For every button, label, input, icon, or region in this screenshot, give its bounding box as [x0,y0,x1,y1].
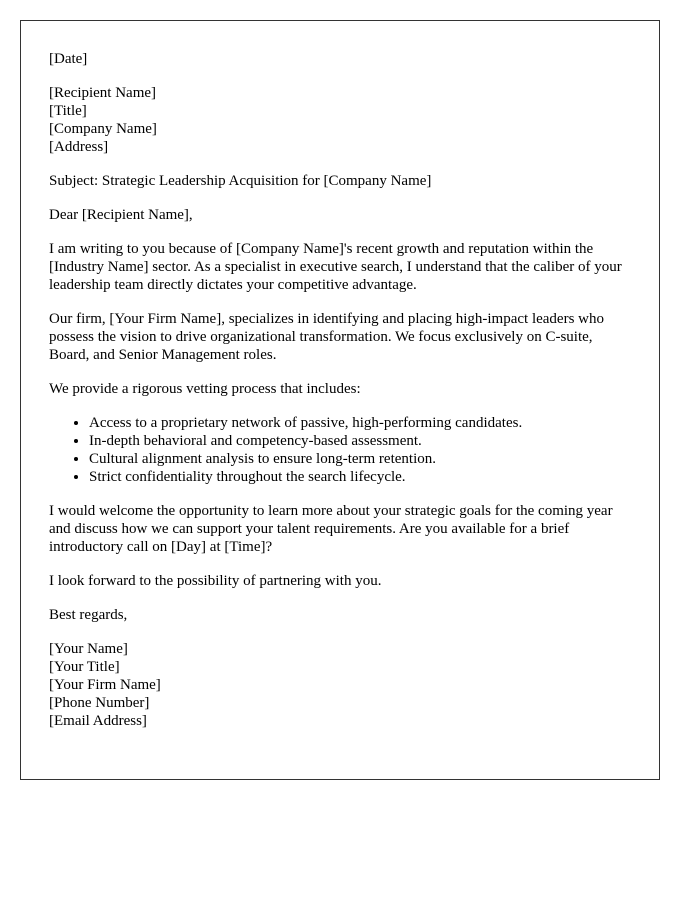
signature-name: [Your Name] [49,641,128,657]
recipient-address: [Address] [49,139,109,155]
body-paragraph-closing: I look forward to the possibility of partnering with you. [49,573,382,589]
signature-firm: [Your Firm Name] [49,677,161,693]
salutation: Dear [Recipient Name], [49,207,193,223]
list-item: • In-depth behavioral and competency-based assessment. [89,432,631,450]
list-item: • Access to a proprietary network of passive, high-performing candidates. [89,414,631,432]
body-paragraph-call: I would welcome the opportunity to learn more about your strategic goals for the coming year and discuss how we can support your talent requirements. Are you available for a brief introductory call on [Day] at [Time]? [49,503,613,555]
recipient-block [49,84,631,156]
recipient-company: [Company Name] [49,121,157,137]
recipient-title: [Title] [49,103,87,119]
date-line: [Date] [49,51,88,67]
signature-phone: [Phone Number] [49,695,150,711]
subject-line: Subject: Strategic Leadership Acquisition for [Company Name] [49,173,432,189]
vetting-bullet-list [49,414,631,486]
body-paragraph-intro: I am writing to you because of [Company Name]'s recent growth and reputation within the [Industry Name] sector. As a specialist in executive search, I understand that the caliber of your leadership team directly dictates your competitive advantage. [49,241,622,293]
signature-title: [Your Title] [49,659,120,675]
signoff: Best regards, [49,607,128,623]
list-item: • Strict confidentiality throughout the search lifecycle. [89,468,631,486]
signature-block [49,640,631,730]
recipient-name: [Recipient Name] [49,85,157,101]
letter-document [20,20,660,780]
body-paragraph-firm: Our firm, [Your Firm Name], specializes in identifying and placing high-impact leaders who possess the vision to drive organizational transformation. We focus exclusively on C-suite, Board, and Senior Management roles. [49,311,605,363]
signature-email: [Email Address] [49,713,147,729]
list-item: • Cultural alignment analysis to ensure long-term retention. [89,450,631,468]
letter-date [49,50,631,68]
body-paragraph-vetting: We provide a rigorous vetting process that includes: [49,381,361,397]
